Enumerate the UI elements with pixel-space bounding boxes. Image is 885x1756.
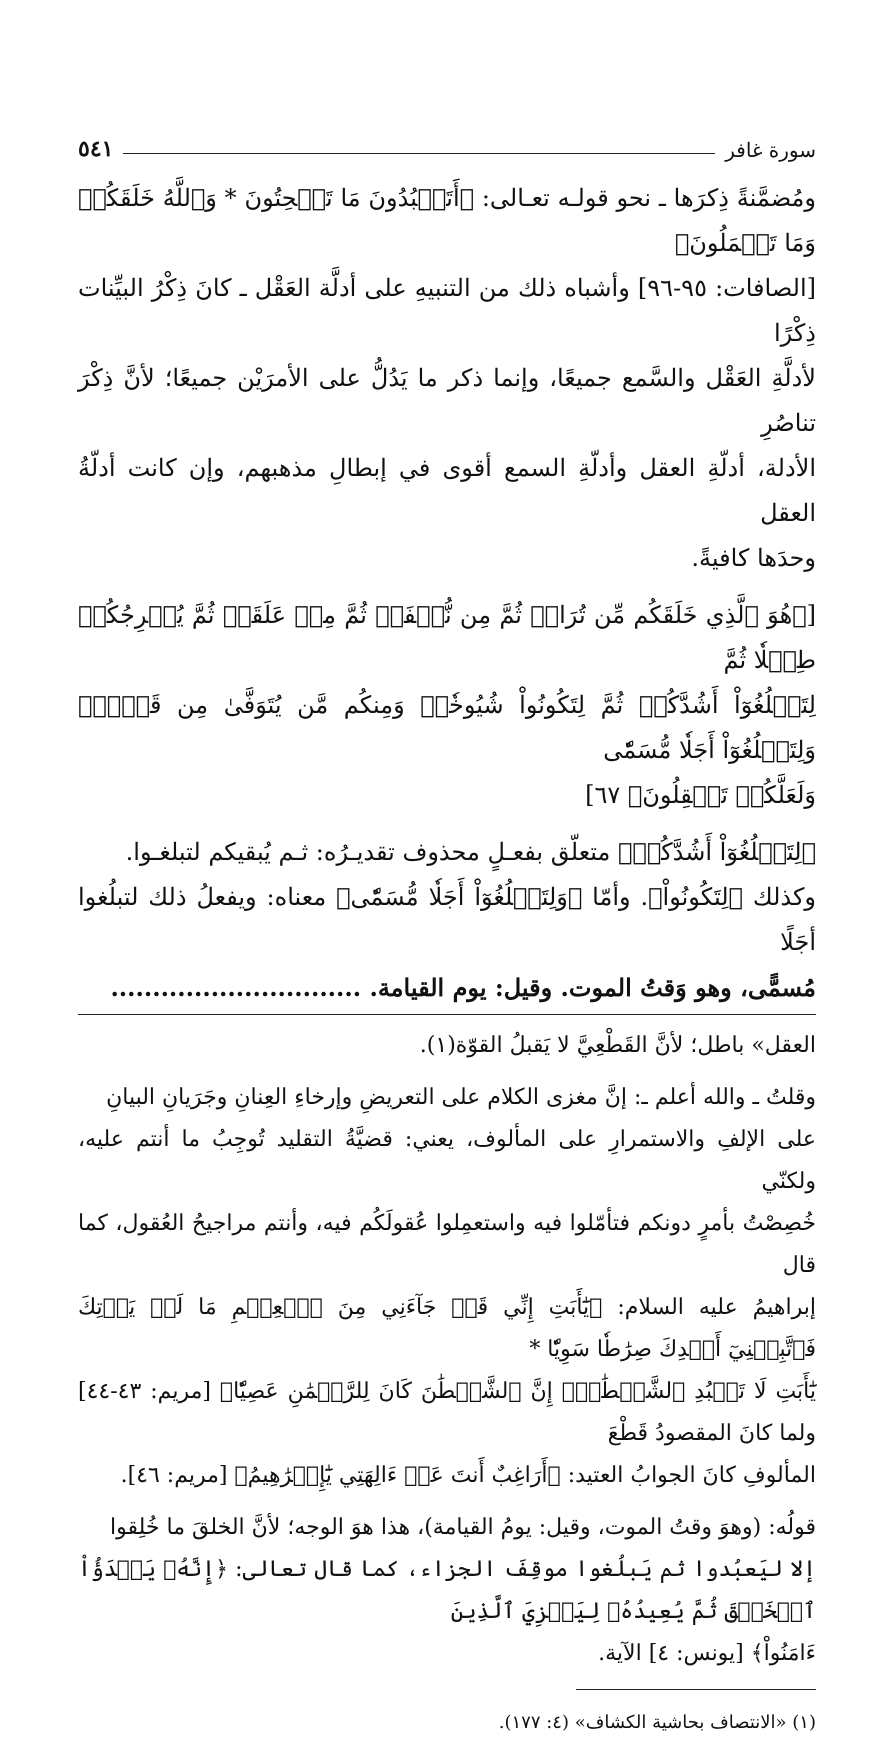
footnote-rule xyxy=(576,1689,816,1690)
commentary-line: المألوفِ كانَ الجوابُ العتيد: ﴿أَرَاغِبٌ أَنتَ عَنۡ ءَالِهَتِي يَٰٓإِبۡرَٰهِيمُ﴾ [مريم: ٤٦]. xyxy=(120,1463,816,1488)
verse-line: وَلَعَلَّكُمۡ تَعۡقِلُونَ﴾ ٦٧] xyxy=(585,781,816,809)
commentary xyxy=(78,1025,816,1675)
commentary-line: قولُه: (وهوَ وقتُ الموت، وقيل: يومُ القيامة)، هذا هوَ الوجه؛ لأنَّ الخلقَ ما خُلِقوا xyxy=(110,1515,816,1540)
text-line: لأدلَّةِ العَقْل والسَّمع جميعًا، وإنما ذكر ما يَدُلُّ على الأمرَيْن جميعًا؛ لأنَّ ذِكْرَ تناصُرِ xyxy=(78,364,816,437)
commentary-line: خُصِصْتُ بأمرٍ دونكم فتأمّلوا فيه واستعمِلوا عُقولَكُم فيه، وأنتم مراجيحُ العُقول، كما قال xyxy=(78,1211,816,1278)
explanation xyxy=(78,830,816,1010)
footnote: (١) «الانتصاف بحاشية الكشاف» (٤: ١٧٧). xyxy=(498,1712,816,1733)
commentary-line: وقلتُ ـ والله أعلم ـ: إنَّ مغزى الكلام على التعريضِ وإرخاءِ العِنانِ وجَرَيانِ البيانِ xyxy=(106,1085,816,1110)
page-number: ٥٤١ xyxy=(78,136,114,162)
verse-line: لِتَبۡلُغُوٓاْ أَشُدَّكُمۡ ثُمَّ لِتَكُونُواْ شُيُوخٗاۚ وَمِنكُم مَّن يُتَوَفَّىٰ مِن قَبۡلُۖ وَلِتَبۡلُغُوٓاْ أَجَلٗا مُّسَمّٗى xyxy=(78,691,816,764)
commentary-line: العقل» باطل؛ لأنَّ القَطْعِيَّ لا يَقبلُ القوّة(١). xyxy=(419,1033,816,1058)
commentary-line: يَٰٓأَبَتِ لَا تَعۡبُدِ ٱلشَّيۡطَٰنَۖ إِنَّ ٱلشَّيۡطَٰنَ كَانَ لِلرَّحۡمَٰنِ عَصِيّٗا﴾ [مريم: ٤٣-٤٤] ولما كانَ المقصودُ قَطْعَ xyxy=(78,1379,816,1446)
running-header xyxy=(78,118,816,162)
explanation-line: ﴿لِتَبۡلُغُوٓاْ أَشُدَّكُمۡ﴾ متعلّق بفعـلٍ محذوف تقديـرُه: ثـم يُبقيكم لتبلغـوا. xyxy=(125,838,816,866)
page xyxy=(78,118,816,1756)
text-line: [الصافات: ٩٥-٩٦] وأشباه ذلك من التنبيهِ على أدلَّة العَقْل ـ كانَ ذِكْرُ البيِّنات ذِكْرًا xyxy=(78,274,816,347)
commentary-line: إبراهيمُ عليه السلام: ﴿يَٰٓأَبَتِ إِنِّي قَدۡ جَآءَنِي مِنَ ٱلۡعِلۡمِ مَا لَمۡ يَأۡتِكَ فَٱتَّبِعۡنِيٓ أَهۡدِكَ صِرَٰطٗا سَوِيّٗا * xyxy=(78,1295,816,1362)
explanation-line: وكذلك ﴿لِتَكُونُواْ﴾. وأمّا ﴿وَلِتَبۡلُغُوٓاْ أَجَلٗا مُّسَمّٗى﴾ معناه: ويفعلُ ذلك لتبلُغوا أجَلًا xyxy=(78,883,816,956)
commentary-line: ءَامَنُواْ﴾ [يونس: ٤] الآية. xyxy=(598,1641,816,1666)
explanation-bold-line: مُسمًّى، وهو وَقتُ الموت. وقيل: يوم القيامة. .............................. xyxy=(110,973,816,1002)
section-divider xyxy=(78,1014,816,1015)
header-rule xyxy=(123,153,715,154)
quran-verse xyxy=(78,593,816,818)
commentary-line: إلا ليَعبُدوا ثم يَبلُغوا موقِفَ الجزاء، كما قال تعالى: ﴿إِنَّهُۥ يَبۡدَؤُاْ ٱلۡخَلۡقَ ثُمَّ يُعِيدُهُۥ لِيَجۡزِيَ ٱلَّذِينَ xyxy=(78,1557,816,1624)
text-line: الأدلة، أدلّةِ العقل وأدلّةِ السمع أقوى في إبطالِ مذهبهم، وإن كانت أدلّةُ العقل xyxy=(78,454,816,527)
commentary-line: على الإلفِ والاستمرارِ على المألوف، يعني: قضيَّةُ التقليد تُوجِبُ ما أنتم عليه، ولكنّي xyxy=(78,1127,816,1194)
text-line: وحدَها كافيةً. xyxy=(691,544,816,572)
main-text xyxy=(78,176,816,581)
verse-line: [﴿هُوَ ٱلَّذِي خَلَقَكُم مِّن تُرَابٖ ثُمَّ مِن نُّطۡفَةٖ ثُمَّ مِنۡ عَلَقَةٖ ثُمَّ يُخۡرِجُكُمۡ طِفۡلٗا ثُمَّ xyxy=(78,601,816,674)
surah-title: سورة غافر xyxy=(725,138,816,162)
text-line: ومُضمَّنةً ذِكرَها ـ نحو قولـه تعـالى: ﴿أَتَعۡبُدُونَ مَا تَنۡحِتُونَ * وَٱللَّهُ خَلَقَكُمۡ وَمَا تَعۡمَلُونَ﴾ xyxy=(78,184,816,257)
